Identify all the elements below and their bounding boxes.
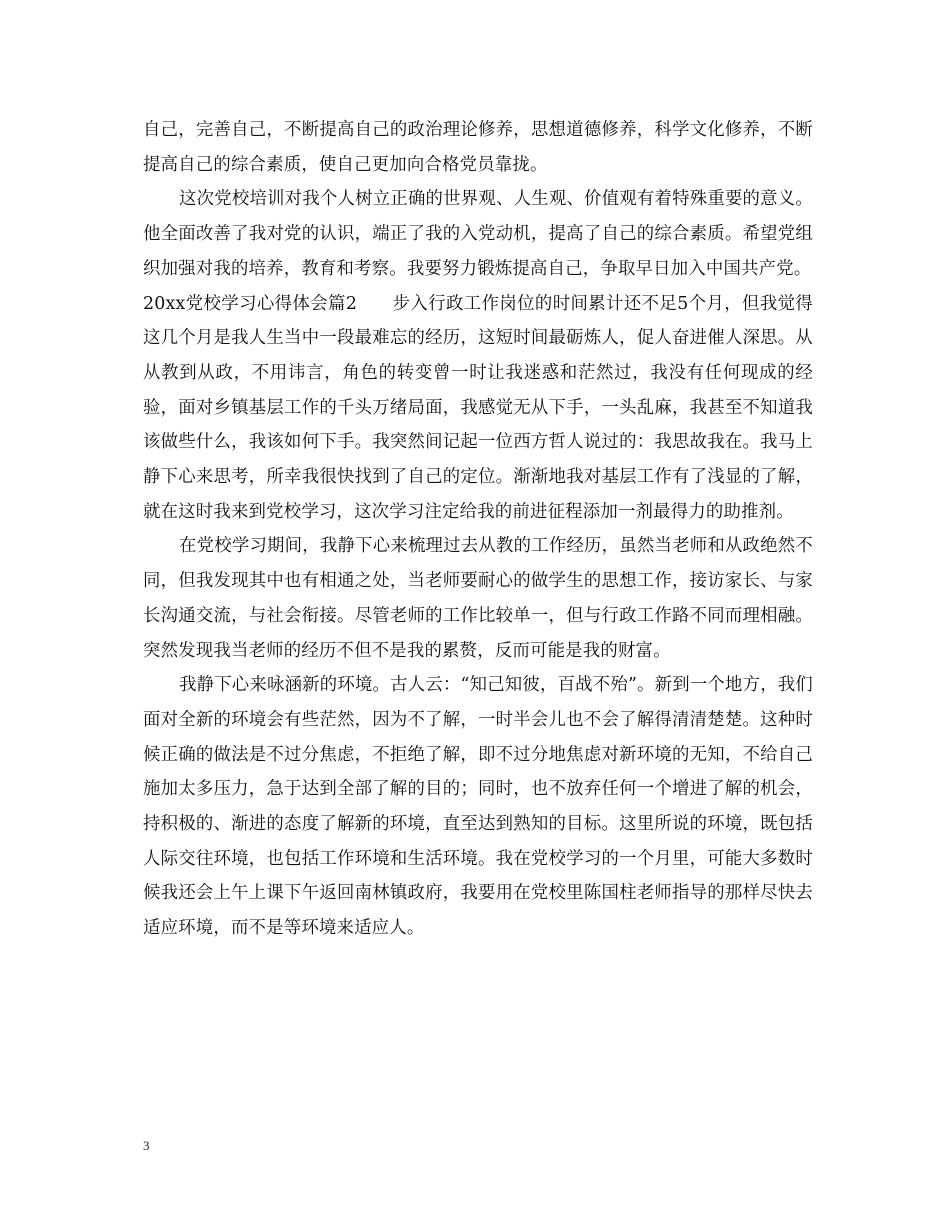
document-page [143,113,813,946]
paragraph-5: 我静下心来咏涵新的环境。古人云：“知己知彼，百战不殆”。新到一个地方，我们面对全新的环境会有些茫然，因为不了解，一时半会儿也不会了解得清清楚楚。这种时候正确的做法是不过分焦虑，不拒绝了解，即不过分地焦虑对新环境的无知，不给自己施加太多压力，急于达到全部了解的目的；同时，也不放弃任何一个增进了解的机会，持积极的、渐进的态度了解新的环境，直至达到熟知的目标。这里所说的环境，既包括人际交往环境，也包括工作环境和生活环境。我在党校学习的一个月里，可能大多数时候我还会上午上课下午返回南林镇政府，我要用在党校里陈国柱老师指导的那样尽快去适应环境，而不是等环境来适应人。 [143,675,813,939]
paragraph-3-text: 步入行政工作岗位的时间累计还不足5个月，但我觉得这几个月是我人生当中一段最难忘的经历，这短时间最砺炼人，促人奋进催人深思。从从教到从政，不用讳言，角色的转变曾一时让我迷惑和茫然过，我没有任何现成的经验，面对乡镇基层工作的千头万绪局面，我感觉无从下手，一头乱麻，我甚至不知道我该做些什么，我该如何下手。我突然间记起一位西方哲人说过的：我思故我在。我马上静下心来思考，所幸我很快找到了自己的定位。渐渐地我对基层工作有了浅显的了解，就在这时我来到党校学习，这次学习注定给我的前进征程添加一剂最得力的助推剂。 [143,293,813,522]
section-heading: 20xx党校学习心得体会篇2 [143,293,358,314]
paragraph-1: 自己，完善自己，不断提高自己的政治理论修养，思想道德修养，科学文化修养，不断提高自己的综合素质，使自己更加向合格党员靠拢。 [143,120,813,175]
paragraph-3 [143,287,813,530]
heading-gap [357,294,393,314]
page-number: 3 [143,1138,150,1153]
paragraph-2: 这次党校培训对我个人树立正确的世界观、人生观、价值观有着特殊重要的意义。他全面改善了我对党的认识，端正了我的入党动机，提高了自己的综合素质。希望党组织加强对我的培养，教育和考察。我要努力锻炼提高自己，争取早日加入中国共产党。 [143,189,813,279]
paragraph-4: 在党校学习期间，我静下心来梳理过去从教的工作经历，虽然当老师和从政绝然不同，但我发现其中也有相通之处，当老师要耐心的做学生的思想工作，接访家长、与家长沟通交流，与社会衔接。尽管老师的工作比较单一，但与行政工作路不同而理相融。突然发现我当老师的经历不但不是我的累赘，反而可能是我的财富。 [143,536,813,661]
